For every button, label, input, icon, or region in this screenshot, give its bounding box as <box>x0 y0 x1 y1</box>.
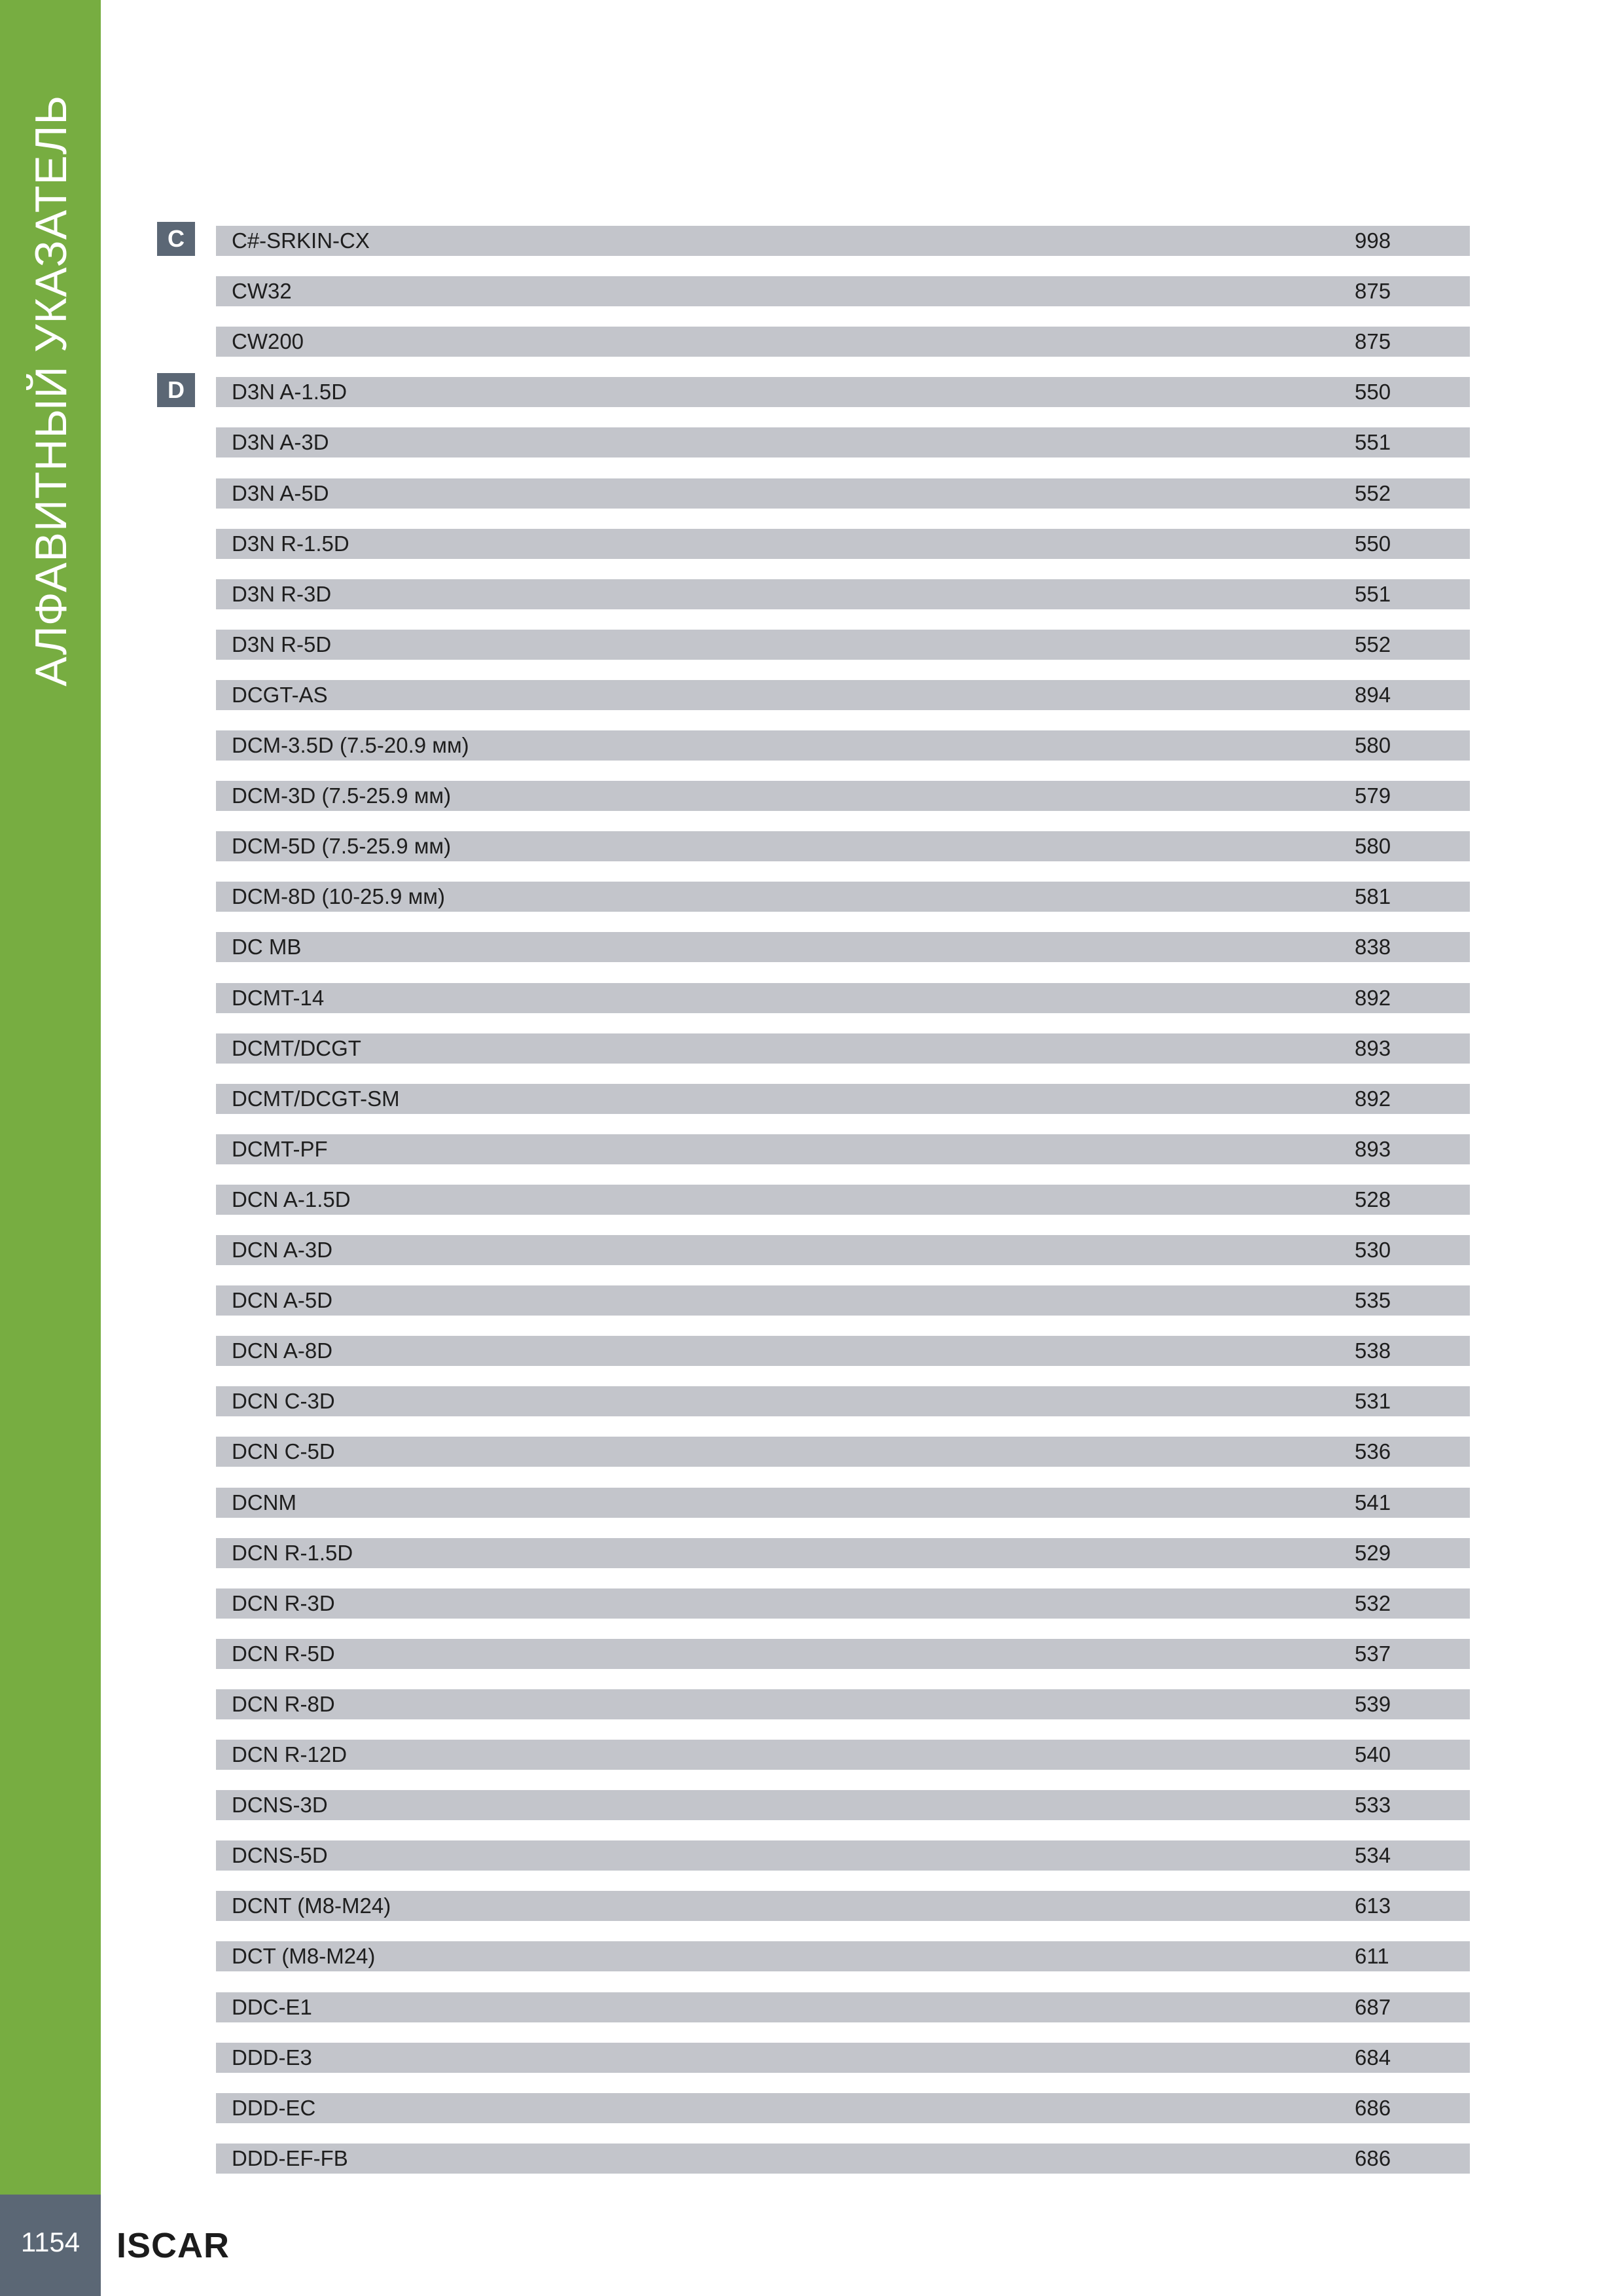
index-entry-name: DCMT-PF <box>232 1136 328 1161</box>
index-row <box>216 226 1470 256</box>
index-entry-page: 687 <box>1355 1994 1391 2019</box>
index-entry-page: 534 <box>1355 1843 1391 1868</box>
index-entry-name: DCNS-3D <box>232 1793 328 1818</box>
index-row <box>216 882 1470 912</box>
index-row <box>216 1084 1470 1114</box>
index-entry-page: 686 <box>1355 2095 1391 2120</box>
index-entry-page: 550 <box>1355 380 1391 404</box>
index-entry-page: 551 <box>1355 581 1391 606</box>
index-entry-page: 892 <box>1355 1086 1391 1111</box>
index-row <box>216 1639 1470 1669</box>
index-entry-name: DCN A-5D <box>232 1288 333 1313</box>
index-entry-name: DCN A-3D <box>232 1238 333 1262</box>
index-entry-page: 552 <box>1355 480 1391 505</box>
index-entry-name: D3N R-5D <box>232 632 332 656</box>
index-row <box>216 1840 1470 1871</box>
index-entry-page: 528 <box>1355 1187 1391 1211</box>
index-entry-name: DCN A-8D <box>232 1338 333 1363</box>
index-entry-page: 539 <box>1355 1691 1391 1716</box>
page-number: 1154 <box>20 2227 80 2257</box>
index-entry-page: 551 <box>1355 430 1391 455</box>
index-entry-page: 531 <box>1355 1389 1391 1414</box>
index-entry-page: 537 <box>1355 1641 1391 1666</box>
index-row <box>216 680 1470 710</box>
index-entry-name: DCN R-1.5D <box>232 1540 353 1565</box>
index-entry-page: 530 <box>1355 1238 1391 1262</box>
index-entry-name: DCT (M8-M24) <box>232 1944 376 1969</box>
index-entry-name: CW32 <box>232 279 292 304</box>
index-entry-page: 893 <box>1355 1136 1391 1161</box>
index-entry-name: DCMT/DCGT-SM <box>232 1086 400 1111</box>
index-row <box>216 2093 1470 2123</box>
index-entry-page: 541 <box>1355 1490 1391 1515</box>
index-row <box>216 781 1470 811</box>
index-entry-name: DCN R-3D <box>232 1590 335 1615</box>
index-row <box>216 1740 1470 1770</box>
index-row <box>216 1941 1470 1971</box>
index-row <box>216 1336 1470 1366</box>
index-entry-name: DCM-3D (7.5-25.9 мм) <box>232 783 452 808</box>
index-row <box>216 327 1470 357</box>
index-entry-page: 893 <box>1355 1035 1391 1060</box>
index-entry-name: DDD-EF-FB <box>232 2145 348 2170</box>
section-letter-marker: C <box>157 222 195 256</box>
index-entry-page: 552 <box>1355 632 1391 656</box>
index-entry-name: CW200 <box>232 329 304 354</box>
index-row <box>216 1033 1470 1064</box>
index-entry-page: 540 <box>1355 1742 1391 1767</box>
index-entry-name: D3N A-1.5D <box>232 380 348 404</box>
index-row <box>216 1891 1470 1921</box>
index-entry-name: DCNS-5D <box>232 1843 328 1868</box>
index-entry-name: DCM-5D (7.5-25.9 мм) <box>232 834 452 859</box>
index-entry-name: DDD-EC <box>232 2095 316 2120</box>
index-entry-page: 875 <box>1355 329 1391 354</box>
index-row <box>216 276 1470 306</box>
index-row <box>216 2043 1470 2073</box>
index-row <box>216 1689 1470 1719</box>
index-entry-name: DCN R-8D <box>232 1691 335 1716</box>
index-entry-page: 580 <box>1355 733 1391 757</box>
index-entry-name: DCNT (M8-M24) <box>232 1893 391 1918</box>
index-entry-name: D3N R-1.5D <box>232 531 349 556</box>
index-entry-page: 532 <box>1355 1590 1391 1615</box>
index-entry-name: DDD-E3 <box>232 2045 312 2070</box>
index-entry-page: 998 <box>1355 228 1391 253</box>
index-row <box>216 1790 1470 1820</box>
index-row <box>216 1992 1470 2022</box>
sidebar-title: АЛФАВИТНЫЙ УКАЗАТЕЛЬ <box>26 95 76 687</box>
index-entry-page: 535 <box>1355 1288 1391 1313</box>
index-row <box>216 529 1470 559</box>
index-entry-name: DCN R-5D <box>232 1641 335 1666</box>
index-entry-name: DCN R-12D <box>232 1742 348 1767</box>
index-entry-name: D3N A-3D <box>232 430 329 455</box>
index-entry-name: DCM-3.5D (7.5-20.9 мм) <box>232 733 469 757</box>
index-entry-page: 892 <box>1355 985 1391 1010</box>
index-entry-name: D3N R-3D <box>232 581 332 606</box>
index-row <box>216 831 1470 861</box>
brand-logo: ISCAR <box>116 2226 230 2265</box>
index-entry-page: 550 <box>1355 531 1391 556</box>
index-row <box>216 932 1470 962</box>
index-row <box>216 730 1470 761</box>
index-entry-name: DCGT-AS <box>232 682 328 707</box>
index-row <box>216 579 1470 609</box>
index-entry-name: D3N A-5D <box>232 480 329 505</box>
index-entry-page: 536 <box>1355 1439 1391 1464</box>
index-entry-page: 580 <box>1355 834 1391 859</box>
index-entry-page: 894 <box>1355 682 1391 707</box>
index-row <box>216 1588 1470 1619</box>
index-entry-name: DCMT/DCGT <box>232 1035 361 1060</box>
index-entry-page: 838 <box>1355 935 1391 960</box>
index-row <box>216 1488 1470 1518</box>
index-entry-page: 686 <box>1355 2145 1391 2170</box>
section-letter-marker: D <box>157 373 195 407</box>
index-entry-page: 581 <box>1355 884 1391 909</box>
index-entry-page: 613 <box>1355 1893 1391 1918</box>
index-row <box>216 1134 1470 1164</box>
index-row <box>216 427 1470 457</box>
index-row <box>216 1185 1470 1215</box>
index-entry-page: 579 <box>1355 783 1391 808</box>
sidebar <box>0 0 101 2195</box>
index-entry-page: 529 <box>1355 1540 1391 1565</box>
index-row <box>216 478 1470 509</box>
index-entry-page: 538 <box>1355 1338 1391 1363</box>
index-entry-name: DCM-8D (10-25.9 мм) <box>232 884 445 909</box>
index-row <box>216 377 1470 407</box>
index-row <box>216 630 1470 660</box>
index-entry-page: 533 <box>1355 1793 1391 1818</box>
index-row <box>216 1285 1470 1316</box>
index-row <box>216 1386 1470 1416</box>
index-entry-page: 875 <box>1355 279 1391 304</box>
index-entry-page: 684 <box>1355 2045 1391 2070</box>
index-entry-name: DCN C-5D <box>232 1439 335 1464</box>
index-row <box>216 1538 1470 1568</box>
index-row <box>216 1235 1470 1265</box>
index-entry-name: DCMT-14 <box>232 985 325 1010</box>
index-row <box>216 983 1470 1013</box>
index-entry-name: DCN A-1.5D <box>232 1187 351 1211</box>
index-entry-name: DC MB <box>232 935 302 960</box>
index-entry-name: DCNM <box>232 1490 296 1515</box>
index-row <box>216 1437 1470 1467</box>
index-entry-page: 611 <box>1355 1944 1389 1969</box>
index-entry-name: C#-SRKIN-CX <box>232 228 370 253</box>
index-entry-name: DDC-E1 <box>232 1994 312 2019</box>
index-entry-name: DCN C-3D <box>232 1389 335 1414</box>
index-row <box>216 2144 1470 2174</box>
